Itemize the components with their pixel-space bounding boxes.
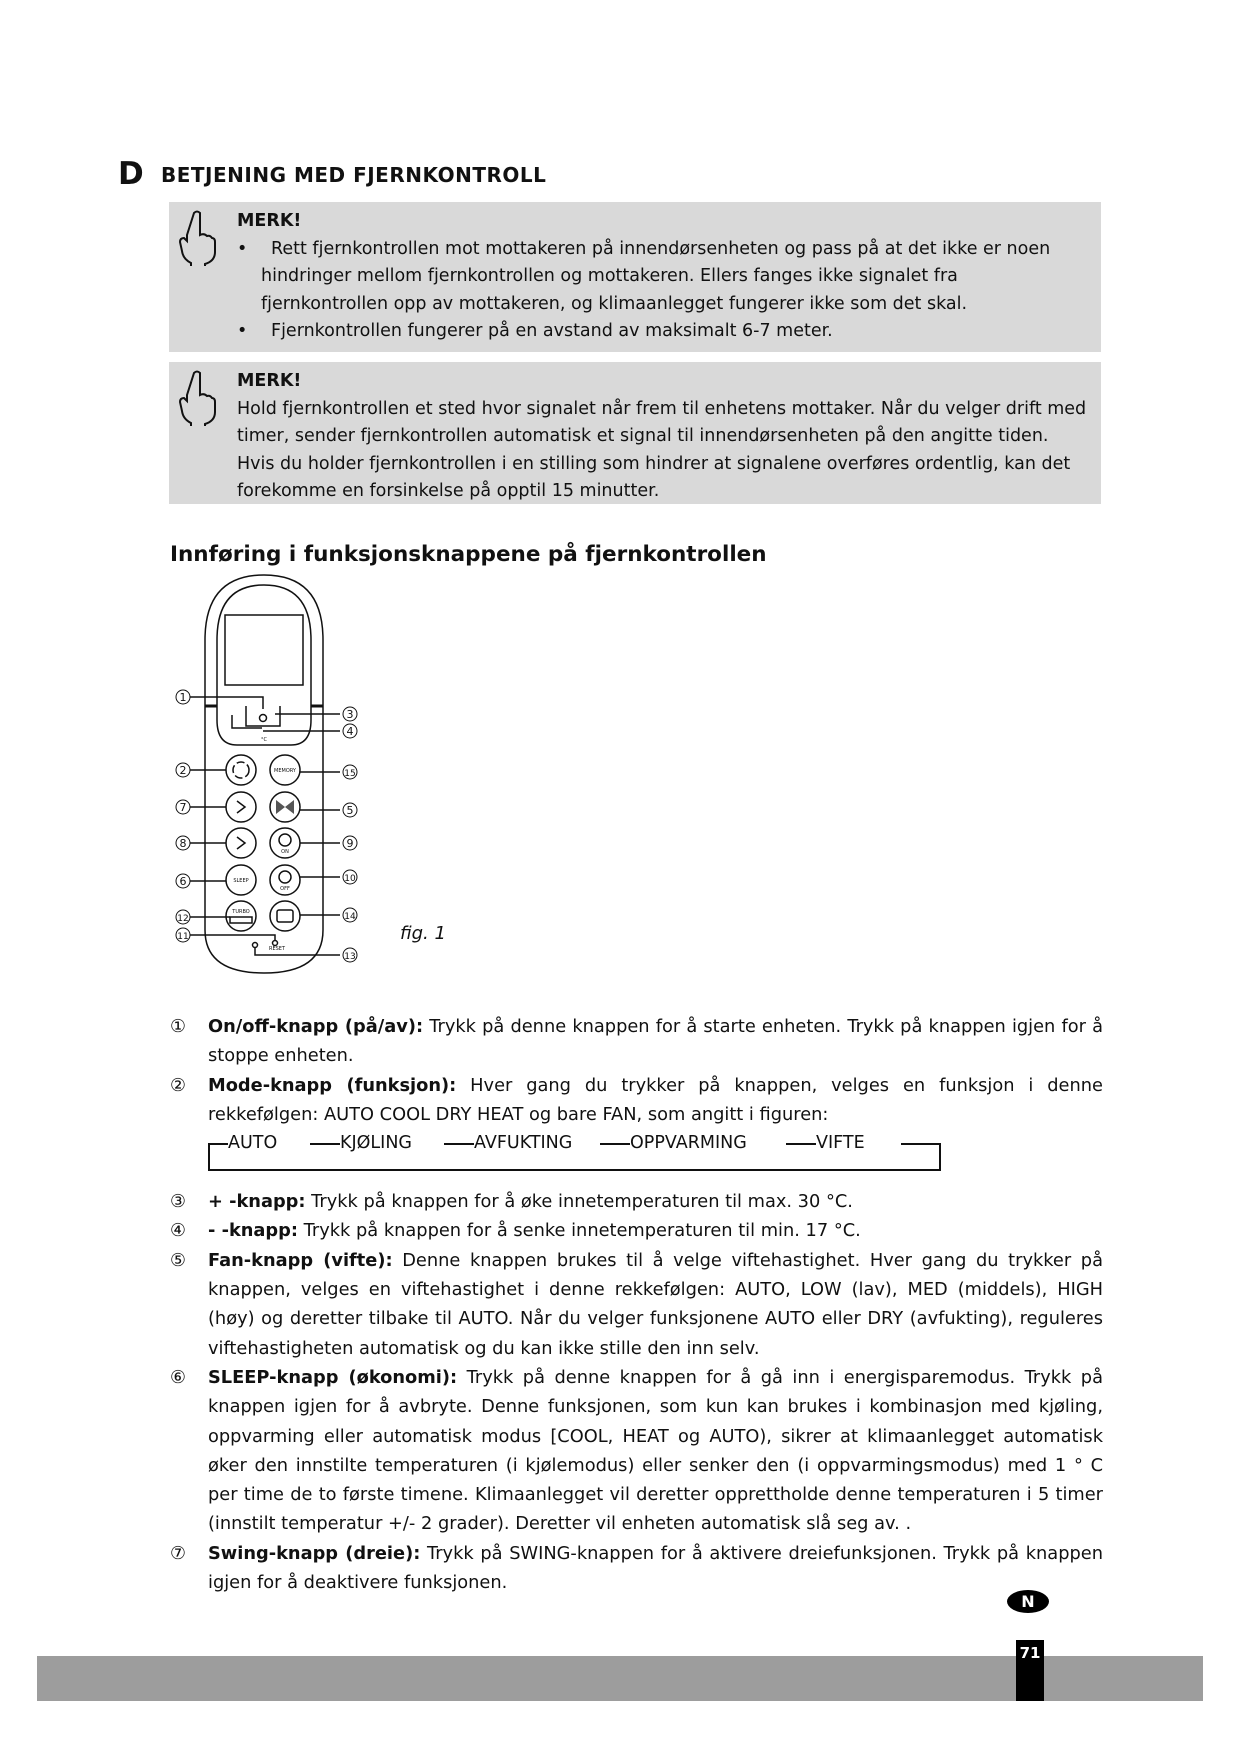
note-bullet: • Fjernkontrollen fungerer på en avstand av maksimalt 6-7 meter.: [237, 318, 1087, 346]
note-title: MERK!: [237, 371, 302, 391]
svg-text:5: 5: [346, 804, 354, 817]
pointing-hand-icon: [177, 370, 217, 426]
sleep-button-label: SLEEP: [233, 878, 249, 884]
svg-text:9: 9: [346, 837, 354, 850]
section-letter: D: [118, 156, 144, 192]
language-badge: N: [1007, 1590, 1049, 1613]
svg-text:10: 10: [344, 874, 356, 884]
svg-text:1: 1: [179, 691, 187, 704]
timer-off-label: OFF: [280, 886, 290, 892]
svg-text:6: 6: [179, 875, 187, 888]
timer-on-label: ON: [281, 849, 289, 855]
remote-display: [225, 615, 303, 685]
mode-label: KJØLING: [340, 1133, 412, 1154]
mode-label: AVFUKTING: [474, 1133, 573, 1154]
power-button-icon: [260, 715, 267, 722]
note-bullet: • Rett fjernkontrollen mot mottakeren på innendørsenheten og pass på at det ikke er noen hindringer mellom fjernkontrollen og mottakeren. Ellers fanges ikke signalet fra fjernkontrollen opp av mottakeren, og klimaanlegget fungerer ikke som det skal.: [237, 236, 1087, 319]
callouts-left: [176, 690, 190, 942]
svg-text:14: 14: [344, 912, 356, 922]
list-item: ④ - -knapp: Trykk på knappen for å senke innetemperaturen til min. 17 °C.: [170, 1220, 861, 1242]
page-number: 71: [1016, 1640, 1044, 1701]
svg-text:12: 12: [177, 914, 189, 924]
list-item: ③ + -knapp: Trykk på knappen for å øke innetemperaturen til max. 30 °C.: [170, 1191, 853, 1213]
note-box-2: [169, 362, 1101, 504]
svg-text:8: 8: [179, 837, 187, 850]
list-item: ⑦ Swing-knapp (dreie): Trykk på SWING-knappen for å aktivere dreiefunksjonen. Trykk på knappen igjen for å deaktivere funksjonen.: [170, 1542, 1103, 1594]
list-item: ① On/off-knapp (på/av): Trykk på denne knappen for å starte enheten. Trykk på knappen igjen for å stoppe enheten.: [170, 1016, 1103, 1067]
svg-text:3: 3: [346, 708, 354, 721]
memory-button-label: MEMORY: [274, 768, 296, 774]
svg-text:13: 13: [344, 952, 356, 962]
celsius-label: °C: [261, 737, 267, 743]
svg-text:2: 2: [179, 764, 187, 777]
note-box-1: [169, 202, 1101, 352]
remote-body: [205, 575, 323, 973]
remote-control-figure: [170, 570, 370, 980]
reset-label: RESET: [268, 946, 286, 952]
svg-text:7: 7: [179, 801, 187, 814]
list-item: ⑥ SLEEP-knapp (økonomi): Trykk på denne knappen for å gå inn i energisparemodus. Trykk på knappen igjen for å avbryte. Denne funksjonen, som kun kan brukes i kombinasjon med kjøling, oppvarming eller automatisk modus [COOL, HEAT og AUTO), sikrer at klimaanlegget automatisk øker den innstilte temperaturen (i kjølemodus) eller senker den (i oppvarmingsmodus) med 1 ° C per time de to første timene. Klimaanlegget vil deretter opprettholde denne temperaturen i 5 timer (innstilt temperatur +/- 2 grader). Deretter vil enheten automatisk slå seg av. .: [170, 1366, 1103, 1535]
note-title: MERK!: [237, 211, 302, 231]
turbo-button-label: TURBO: [232, 909, 250, 915]
note-text: Hold fjernkontrollen et sted hvor signalet når frem til enhetens mottaker. Når du velger drift med timer, sender fjernkontrollen automatisk et signal til innendørsenheten på den angitte tiden. Hvis du holder fjernkontrollen i en stilling som hindrer at signalene overføres ordentlig, kan det forekomme en forsinkelse på opptil 15 minutter.: [237, 398, 1087, 501]
mode-label: VIFTE: [816, 1133, 865, 1154]
list-item: ⑤ Fan-knapp (vifte): Denne knappen brukes til å velge viftehastighet. Hver gang du trykker på knappen, velges en viftehastighet i denne rekkefølgen: AUTO, LOW (lav), MED (middels), HIGH (høy) og deretter tilbake til AUTO. Når du velger funksjonene AUTO eller DRY (avfukting), reguleres viftehastigheten automatisk og du kan ikke stille den inn selv.: [170, 1249, 1103, 1359]
pointing-hand-icon: [177, 210, 217, 266]
figure-caption: fig. 1: [400, 923, 446, 944]
subheading: Innføring i funksjonsknappene på fjernkontrollen: [170, 542, 767, 567]
svg-text:11: 11: [177, 932, 189, 942]
svg-text:15: 15: [344, 769, 356, 779]
remote-buttons: [226, 755, 300, 931]
button-descriptions: [170, 1012, 1103, 1597]
mode-label: AUTO: [228, 1133, 278, 1154]
callouts-right: [343, 707, 357, 962]
mode-label: OPPVARMING: [630, 1133, 747, 1154]
list-item: ② Mode-knapp (funksjon): Hver gang du trykker på knappen, velges en funksjon i denne rekkefølgen: AUTO COOL DRY HEAT og bare FAN, som angitt i figuren:: [170, 1074, 1103, 1125]
mode-cycle-diagram: [208, 1129, 939, 1175]
svg-text:4: 4: [346, 725, 354, 738]
section-title: BETJENING MED FJERNKONTROLL: [161, 163, 547, 187]
